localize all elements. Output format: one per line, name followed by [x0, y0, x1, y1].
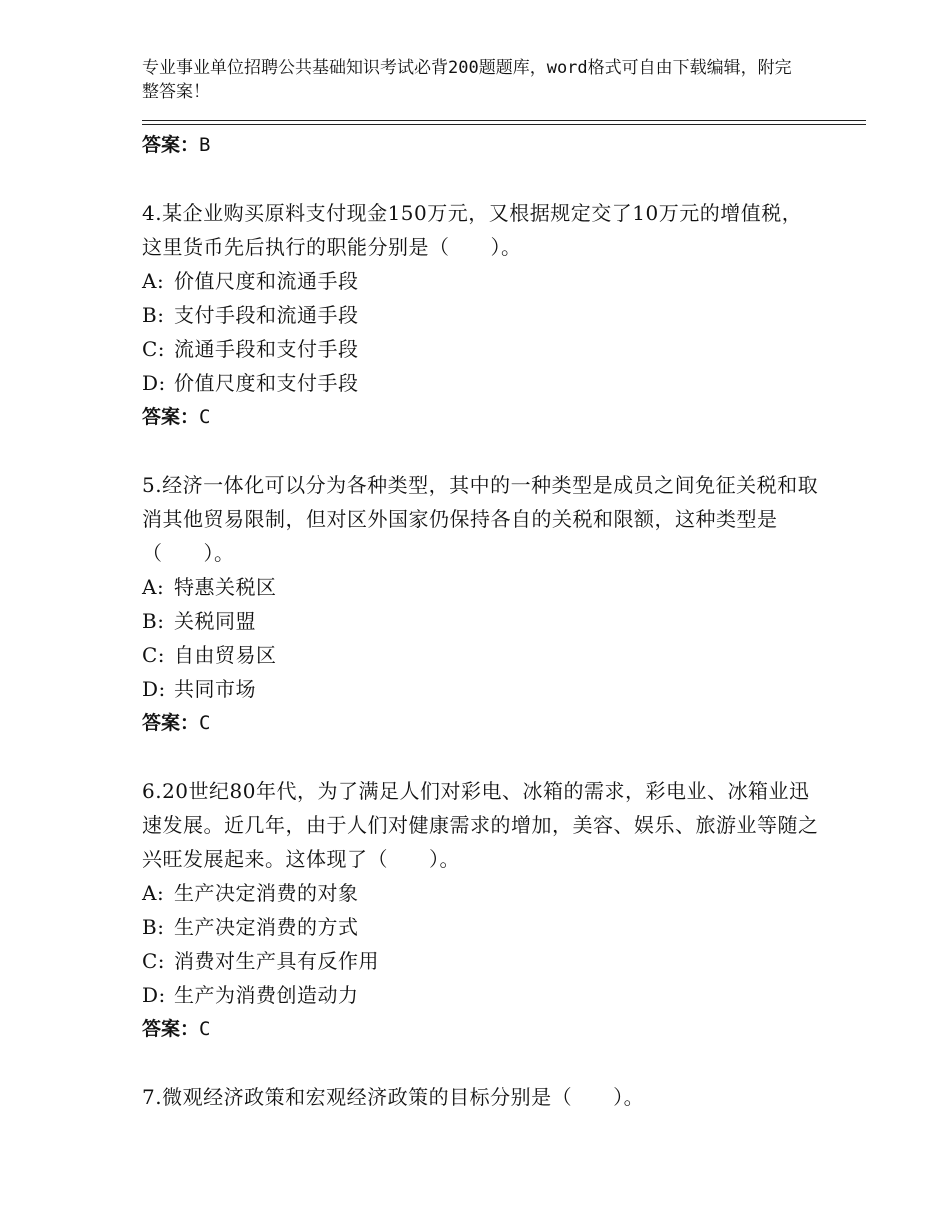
option-letter: D:	[142, 677, 166, 701]
answer-value: C	[199, 406, 211, 428]
option-text: 价值尺度和支付手段	[174, 371, 359, 395]
option-text: 自由贸易区	[174, 643, 277, 667]
option-text: 生产决定消费的对象	[174, 881, 359, 905]
header-rule-bottom	[142, 124, 866, 125]
option-letter: C:	[142, 643, 166, 667]
answer-label: 答案：	[142, 712, 200, 734]
question-7	[142, 1080, 822, 1114]
answer-value: C	[199, 712, 211, 734]
option-b	[142, 604, 822, 638]
option-d	[142, 366, 822, 400]
option-a	[142, 570, 822, 604]
option-b	[142, 298, 822, 332]
option-d	[142, 672, 822, 706]
question-answer	[142, 1012, 822, 1046]
option-c	[142, 944, 822, 978]
option-letter: B:	[142, 915, 165, 939]
answer-value: B	[199, 134, 211, 156]
question-text: 4.某企业购买原料支付现金150万元，又根据规定交了10万元的增值税，这里货币先后执行的职能分别是（ ）。	[142, 201, 803, 259]
option-letter: A:	[142, 269, 165, 293]
question-list	[142, 128, 822, 1114]
option-text: 流通手段和支付手段	[174, 337, 359, 361]
question-6	[142, 774, 822, 1046]
option-text: 消费对生产具有反作用	[174, 949, 379, 973]
option-d	[142, 978, 822, 1012]
prev-answer	[142, 128, 822, 162]
option-a	[142, 264, 822, 298]
question-5	[142, 468, 822, 740]
question-4	[142, 196, 822, 434]
option-letter: C:	[142, 949, 166, 973]
answer-label: 答案：	[142, 406, 200, 428]
question-text: 5.经济一体化可以分为各种类型，其中的一种类型是成员之间免征关税和取消其他贸易限制，但对区外国家仍保持各自的关税和限额，这种类型是（ ）。	[142, 473, 819, 565]
option-text: 支付手段和流通手段	[174, 303, 359, 327]
option-text: 生产为消费创造动力	[174, 983, 359, 1007]
option-b	[142, 910, 822, 944]
header-rule-top	[142, 120, 866, 121]
option-text: 关税同盟	[174, 609, 256, 633]
answer-value: C	[199, 1018, 211, 1040]
page-header: 专业事业单位招聘公共基础知识考试必背200题题库，word格式可自由下载编辑，附完整答案！	[142, 58, 792, 102]
option-letter: C:	[142, 337, 166, 361]
option-text: 生产决定消费的方式	[174, 915, 359, 939]
question-text: 6.20世纪80年代，为了满足人们对彩电、冰箱的需求，彩电业、冰箱业迅速发展。近几年，由于人们对健康需求的增加，美容、娱乐、旅游业等随之兴旺发展起来。这体现了（ ）。	[142, 779, 819, 871]
option-letter: B:	[142, 303, 165, 327]
option-a	[142, 876, 822, 910]
option-c	[142, 332, 822, 366]
option-letter: A:	[142, 881, 165, 905]
question-text: 7.微观经济政策和宏观经济政策的目标分别是（ ）。	[142, 1085, 645, 1109]
question-answer	[142, 400, 822, 434]
option-text: 共同市场	[174, 677, 256, 701]
option-letter: D:	[142, 983, 166, 1007]
option-letter: A:	[142, 575, 165, 599]
option-letter: B:	[142, 609, 165, 633]
option-letter: D:	[142, 371, 166, 395]
answer-label: 答案：	[142, 134, 200, 156]
option-text: 特惠关税区	[174, 575, 277, 599]
option-text: 价值尺度和流通手段	[174, 269, 359, 293]
question-answer	[142, 706, 822, 740]
answer-label: 答案：	[142, 1018, 200, 1040]
option-c	[142, 638, 822, 672]
